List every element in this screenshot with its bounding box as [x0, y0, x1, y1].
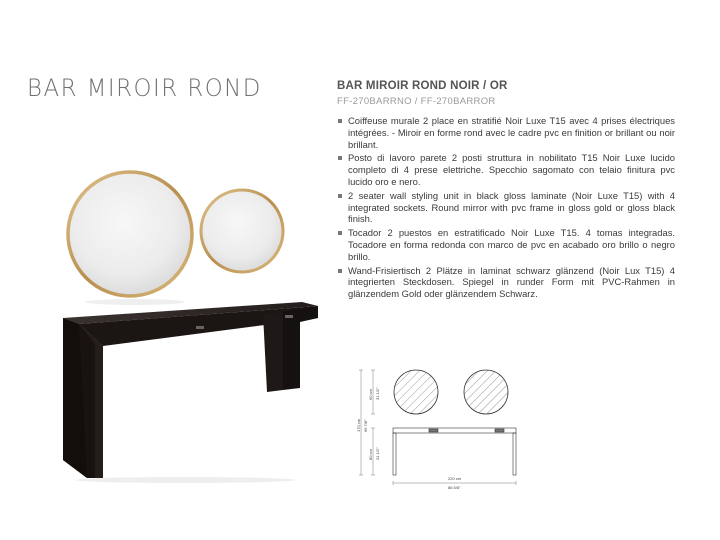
dim-table-in: 31 1/2"	[375, 447, 380, 460]
description-italian: Posto di lavoro parete 2 posti struttura in nobilitato T15 Noir Luxe lucido completo di 4 prese elettriche. Specchio sagomato con telaio finitura pvc lucido oro e nero.	[337, 152, 675, 187]
small-round-mirror	[201, 190, 283, 272]
drawing-mirror-right	[464, 370, 508, 414]
description-english: 2 seater wall styling unit in black gloss laminate (Noir Luxe T15) with 4 integrated sockets. Round mirror with pvc frame in gloss gold or gloss black finish.	[337, 190, 675, 225]
console-table	[63, 302, 318, 478]
socket-right	[285, 315, 293, 318]
dim-width-cm: 220 cm	[448, 476, 462, 481]
dim-mirror-cm: 60 cm	[368, 389, 373, 400]
drawing-table	[393, 428, 516, 475]
dim-table-cm: 80 cm	[368, 449, 373, 460]
dim-width-in: 86 5/8"	[448, 485, 461, 490]
dim-total-cm: 170 cm	[356, 418, 361, 432]
page-title: BAR MIROIR ROND	[27, 74, 262, 102]
dim-mirror-in: 31 1/2"	[375, 387, 380, 400]
technical-drawing	[345, 360, 535, 490]
description-list	[337, 115, 675, 302]
large-round-mirror	[68, 172, 192, 296]
drawing-mirror-left	[394, 370, 438, 414]
product-reference-codes: FF-270BARRNO / FF-270BARROR	[337, 96, 496, 107]
product-photo	[55, 160, 325, 485]
description-french: Coiffeuse murale 2 place en stratifié Noir Luxe T15 avec 4 prises électriques intégrées. - Miroir en forme rond avec le cadre pvc en finition or brillant ou noir brillant.	[337, 115, 675, 150]
dim-total-in: 66 7/8"	[363, 419, 368, 432]
socket-left	[196, 326, 204, 329]
description-spanish: Tocador 2 puestos en estratificado Noir Luxe T15. 4 tomas integradas. Tocadore en forma redonda con marco de pvc en acabado oro brillo o negro brillo.	[337, 227, 675, 262]
description-german: Wand-Frisiertisch 2 Plätze in laminat schwarz glänzend (Noir Lux T15) 4 integrierten Steckdosen. Spiegel in runder Form mit PVC-Rahmen in glänzendem Gold oder glänzendem Schwarz.	[337, 265, 675, 300]
product-heading: BAR MIROIR ROND NOIR / OR	[337, 80, 508, 92]
